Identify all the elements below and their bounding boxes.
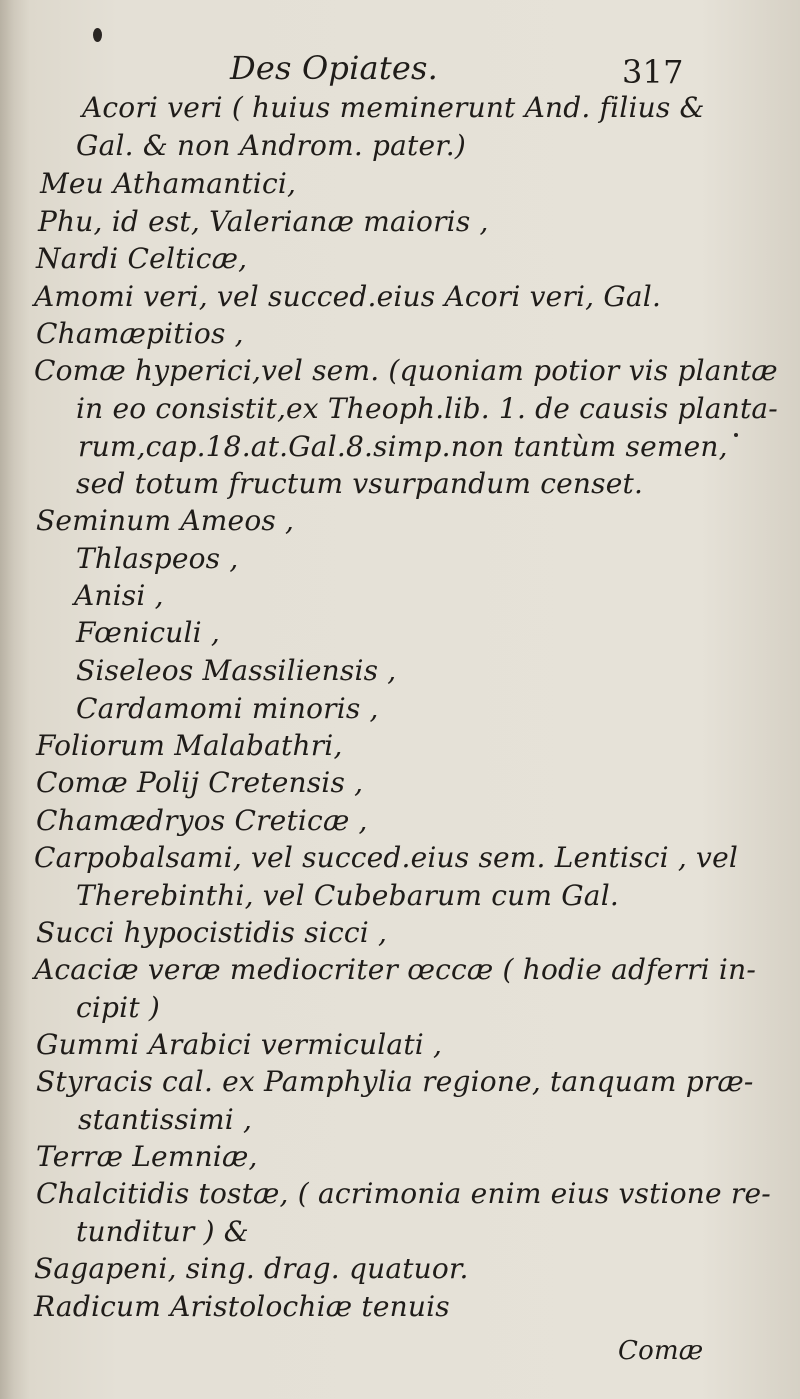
text-line-28: stantissimi , <box>78 1103 253 1136</box>
text-line-22: Therebinthi, vel Cubebarum cum Gal. <box>76 879 619 912</box>
text-line-24: Acaciæ veræ mediocriter œccæ ( hodie adferri in- <box>34 953 756 986</box>
text-line-12: Seminum Ameos , <box>36 504 295 537</box>
text-line-25: cipit ) <box>76 991 160 1024</box>
text-line-15: Fœniculi , <box>76 616 220 649</box>
text-line-6: Amomi veri, vel succed.eius Acori veri, Gal. <box>34 280 662 313</box>
text-line-1: Acori veri ( huius meminerunt And. filius & <box>82 91 705 124</box>
text-line-26: Gummi Arabici vermiculati , <box>36 1028 443 1061</box>
text-line-32: Sagapeni, sing. drag. quatuor. <box>34 1252 469 1285</box>
page-number: 317 <box>622 53 684 91</box>
text-line-4: Phu, id est, Valerianæ maioris , <box>38 205 489 238</box>
text-line-30: Chalcitidis tostæ, ( acrimonia enim eius vstione re- <box>36 1177 771 1210</box>
text-line-16: Siseleos Massiliensis , <box>76 654 397 687</box>
text-line-23: Succi hypocistidis sicci , <box>36 916 388 949</box>
text-line-33: Radicum Aristolochiæ tenuis <box>34 1290 450 1323</box>
text-line-20: Chamædryos Creticæ , <box>36 804 368 837</box>
ink-spot <box>93 28 102 42</box>
text-line-21: Carpobalsami, vel succed.eius sem. Lentisci , vel <box>34 841 739 874</box>
text-line-31: tunditur ) & <box>76 1215 249 1248</box>
text-line-5: Nardi Celticæ, <box>36 242 248 275</box>
text-line-10: rum,cap.18.at.Gal.8.simp.non tantùm semen, <box>78 430 728 463</box>
text-line-18: Foliorum Malabathri, <box>36 729 343 762</box>
running-head-title: Des Opiates. <box>230 49 439 87</box>
text-line-8: Comæ hyperici,vel sem. (quoniam potior vis plantæ <box>34 354 778 387</box>
text-line-19: Comæ Polij Cretensis , <box>36 766 364 799</box>
text-line-7: Chamæpitios , <box>36 317 244 350</box>
text-line-27: Styracis cal. ex Pamphylia regione, tanquam præ- <box>36 1065 754 1098</box>
text-line-2: Gal. & non Androm. pater.) <box>76 129 467 162</box>
text-line-13: Thlaspeos , <box>76 542 239 575</box>
text-line-9: in eo consistit,ex Theoph.lib. 1. de causis planta- <box>76 392 778 425</box>
text-line-3: Meu Athamantici, <box>40 167 297 200</box>
text-line-17: Cardamomi minoris , <box>76 692 379 725</box>
text-line-14: Anisi , <box>74 579 164 612</box>
ink-spot <box>734 433 738 437</box>
text-line-29: Terræ Lemniæ, <box>36 1140 258 1173</box>
catchword: Comæ <box>618 1336 704 1366</box>
text-line-11: sed totum fructum vsurpandum censet. <box>76 467 644 500</box>
